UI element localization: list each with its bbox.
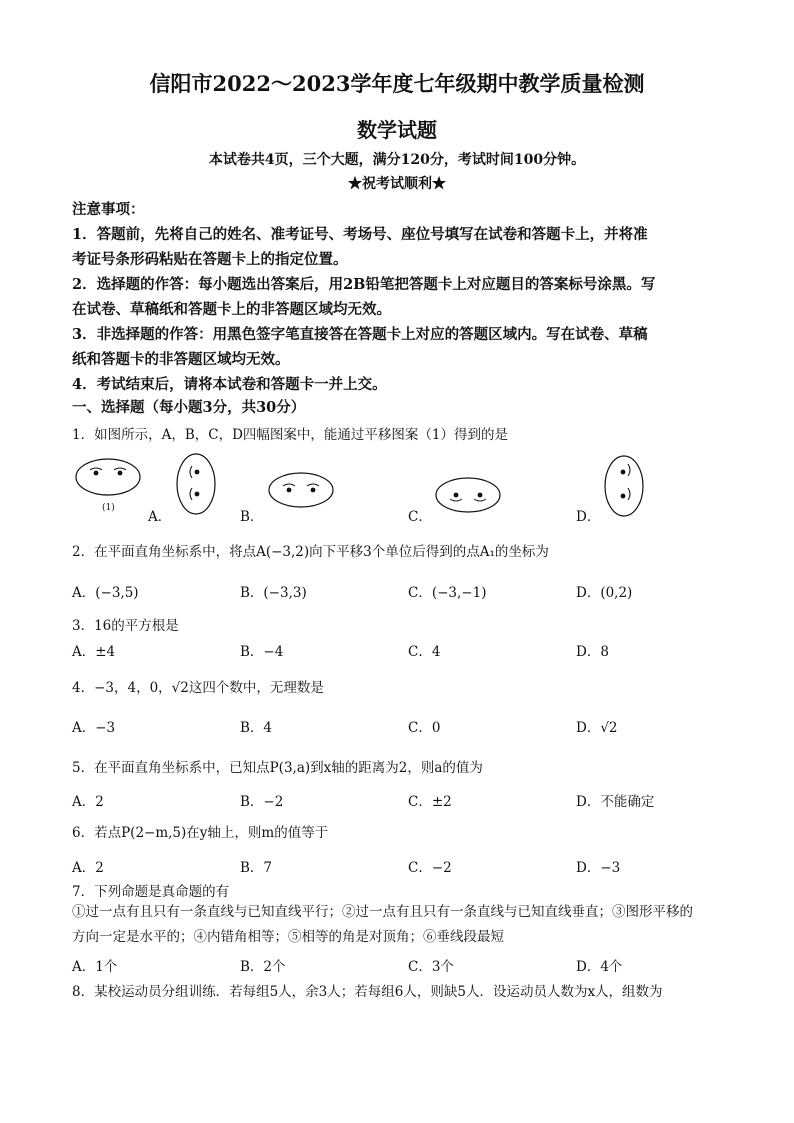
q4-option-c[interactable]: C．0 — [408, 720, 441, 736]
q6-option-d[interactable]: D．−3 — [576, 860, 621, 876]
q5-option-c[interactable]: C．±2 — [408, 794, 452, 810]
q4-option-d[interactable]: D．√2 — [576, 720, 618, 736]
q2-option-a[interactable]: A．(−3,5) — [72, 585, 139, 601]
q1-figure-c — [432, 475, 504, 515]
exam-info: 本试卷共4页，三个大题，满分120分，考试时间100分钟。 — [208, 152, 586, 168]
q5-option-b[interactable]: B．−2 — [240, 794, 284, 810]
q7-statements-line2: 方向一定是水平的；④内错角相等；⑤相等的角是对顶角；⑥垂线段最短 — [72, 929, 504, 945]
q1-option-c[interactable]: C． — [408, 509, 432, 525]
q1-option-d[interactable]: D． — [576, 509, 601, 525]
exam-title: 信阳市2022～2023学年度七年级期中教学质量检测 — [149, 71, 645, 96]
q3-option-a[interactable]: A．±4 — [72, 644, 116, 660]
q7-option-c[interactable]: C．3个 — [408, 959, 454, 975]
q5-option-a[interactable]: A．2 — [72, 794, 104, 810]
q2-option-c[interactable]: C．(−3,−1) — [408, 585, 487, 601]
q6-option-c[interactable]: C．−2 — [408, 860, 452, 876]
q3-option-b[interactable]: B．−4 — [240, 644, 284, 660]
q1-figure-a — [172, 450, 222, 522]
q3-stem: 3．16的平方根是 — [72, 618, 179, 634]
q5-option-d[interactable]: D．不能确定 — [576, 794, 655, 810]
q2-option-b[interactable]: B．(−3,3) — [240, 585, 307, 601]
q8-stem: 8．某校运动员分组训练．若每组5人，余3人；若每组6人，则缺5人．设运动员人数为x人，组数为 — [72, 984, 663, 1000]
q4-stem: 4．−3，4，0，√2这四个数中，无理数是 — [72, 680, 324, 696]
note-1a: 1．答题前，先将自己的姓名、准考证号、考场号、座位号填写在试卷和答题卡上，并将准 — [72, 226, 648, 243]
q7-option-d[interactable]: D．4个 — [576, 959, 623, 975]
q7-statements-line1: ①过一点有且只有一条直线与已知直线平行；②过一点有且只有一条直线与已知直线垂直；③图形平移的 — [72, 904, 693, 920]
q1-option-b[interactable]: B． — [240, 509, 264, 525]
q1-option-a[interactable]: A． — [148, 509, 172, 525]
q7-option-a[interactable]: A．1个 — [72, 959, 118, 975]
note-1b: 考证号条形码粘贴在答题卡上的指定位置。 — [72, 251, 348, 268]
q1-figure-label: (1) — [102, 503, 115, 513]
q1-figure-original — [72, 455, 152, 515]
q2-option-d[interactable]: D．(0,2) — [576, 585, 633, 601]
q1-figure-d — [600, 452, 650, 524]
q1-figure-b — [265, 470, 337, 510]
exam-subject: 数学试题 — [357, 118, 437, 142]
q4-option-a[interactable]: A．−3 — [72, 720, 116, 736]
q2-stem: 2．在平面直角坐标系中，将点A(−3,2)向下平移3个单位后得到的点A₁的坐标为 — [72, 544, 549, 560]
q1-stem: 1．如图所示，A，B，C，D四幅图案中，能通过平移图案（1）得到的是 — [72, 427, 509, 443]
q4-option-b[interactable]: B．4 — [240, 720, 273, 736]
q6-option-a[interactable]: A．2 — [72, 860, 104, 876]
section-heading: 一、选择题（每小题3分，共30分） — [72, 399, 306, 416]
note-2b: 在试卷、草稿纸和答题卡上的非答题区域均无效。 — [72, 301, 391, 318]
q5-stem: 5．在平面直角坐标系中，已知点P(3,a)到x轴的距离为2，则a的值为 — [72, 760, 483, 776]
note-2a: 2．选择题的作答：每小题选出答案后，用2B铅笔把答题卡上对应题目的答案标号涂黑。写 — [72, 276, 656, 293]
notes-heading: 注意事项： — [72, 201, 145, 218]
note-3b: 纸和答题卡的非答题区域均无效。 — [72, 351, 290, 368]
exam-wish: ★祝考试顺利★ — [348, 176, 446, 192]
q7-statements — [72, 900, 722, 950]
q7-stem: 7．下列命题是真命题的有 — [72, 884, 230, 900]
note-3a: 3．非选择题的作答：用黑色签字笔直接答在答题卡上对应的答题区域内。写在试卷、草稿 — [72, 326, 648, 343]
notes-section — [72, 197, 722, 397]
q3-option-c[interactable]: C．4 — [408, 644, 441, 660]
q6-stem: 6．若点P(2−m,5)在y轴上，则m的值等于 — [72, 825, 329, 841]
note-4: 4．考试结束后，请将本试卷和答题卡一并上交。 — [72, 376, 387, 393]
q3-option-d[interactable]: D．8 — [576, 644, 609, 660]
q6-option-b[interactable]: B．7 — [240, 860, 273, 876]
q7-option-b[interactable]: B．2个 — [240, 959, 286, 975]
